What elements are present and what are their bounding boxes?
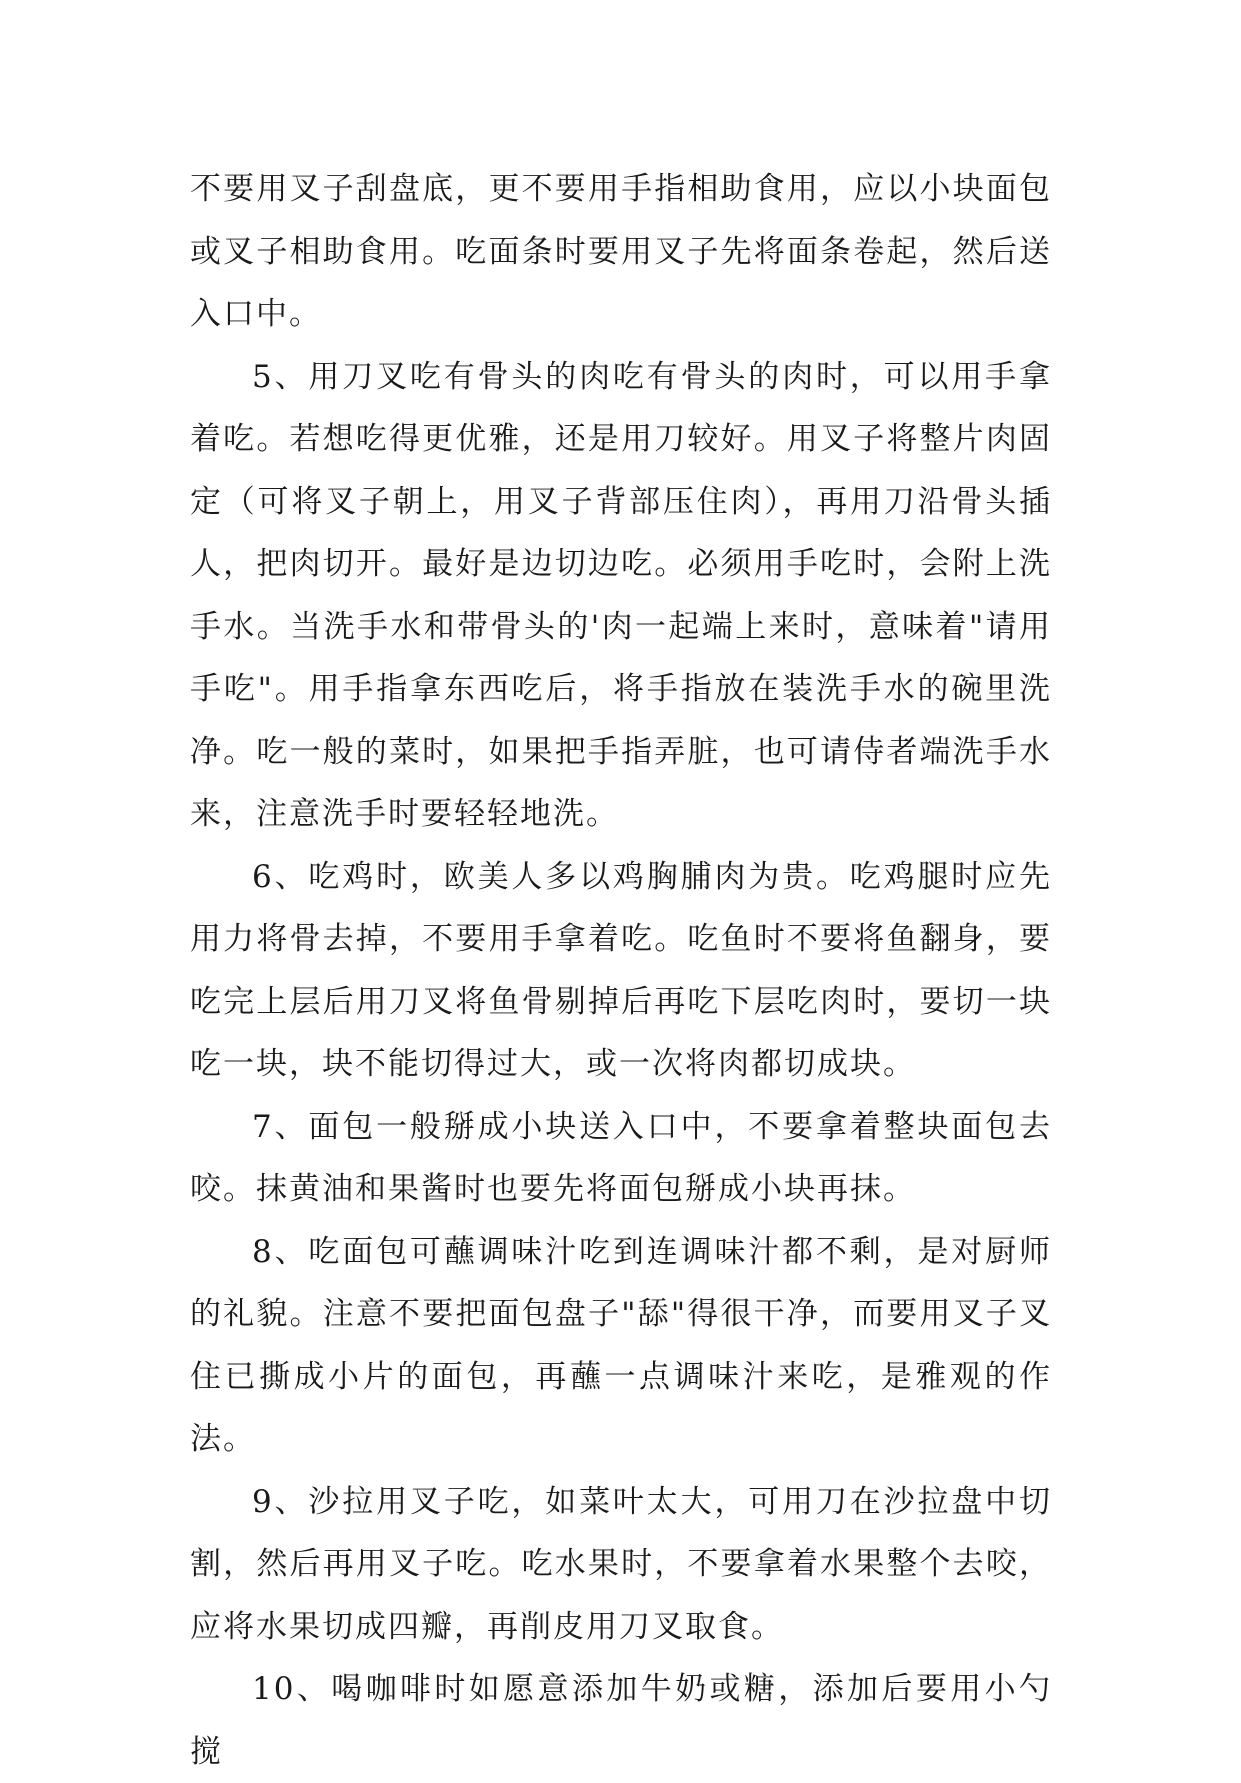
document-body [190,158,1052,1783]
paragraph-8: 8、吃面包可蘸调味汁吃到连调味汁都不剩，是对厨师的礼貌。注意不要把面包盘子"舔"得很干净，而要用叉子叉住已撕成小片的面包，再蘸一点调味汁来吃，是雅观的作法。 [190,1233,1052,1457]
paragraph-6: 6、吃鸡时，欧美人多以鸡胸脯肉为贵。吃鸡腿时应先用力将骨去掉，不要用手拿着吃。吃鱼时不要将鱼翻身，要吃完上层后用刀叉将鱼骨剔掉后再吃下层吃肉时，要切一块吃一块，块不能切得过大，或一次将肉都切成块。 [190,858,1052,1082]
paragraph-continued: 不要用叉子刮盘底，更不要用手指相助食用，应以小块面包或叉子相助食用。吃面条时要用叉子先将面条卷起，然后送入口中。 [190,171,1052,332]
paragraph-9: 9、沙拉用叉子吃，如菜叶太大，可用刀在沙拉盘中切割，然后再用叉子吃。吃水果时，不要拿着水果整个去咬，应将水果切成四瓣，再削皮用刀叉取食。 [190,1483,1052,1645]
paragraph-7: 7、面包一般掰成小块送入口中，不要拿着整块面包去咬。抹黄油和果酱时也要先将面包掰成小块再抹。 [190,1108,1052,1207]
paragraph-10: 10、喝咖啡时如愿意添加牛奶或糖，添加后要用小勺搅 [190,1671,1052,1770]
paragraph-5: 5、用刀叉吃有骨头的肉吃有骨头的肉时，可以用手拿着吃。若想吃得更优雅，还是用刀较好。用叉子将整片肉固定（可将叉子朝上，用叉子背部压住肉），再用刀沿骨头插人，把肉切开。最好是边切边吃。必须用手吃时，会附上洗手水。当洗手水和带骨头的'肉一起端上来时，意味着"请用手吃"。用手指拿东西吃后，将手指放在装洗手水的碗里洗净。吃一般的菜时，如果把手指弄脏，也可请侍者端洗手水来，注意洗手时要轻轻地洗。 [190,358,1052,832]
